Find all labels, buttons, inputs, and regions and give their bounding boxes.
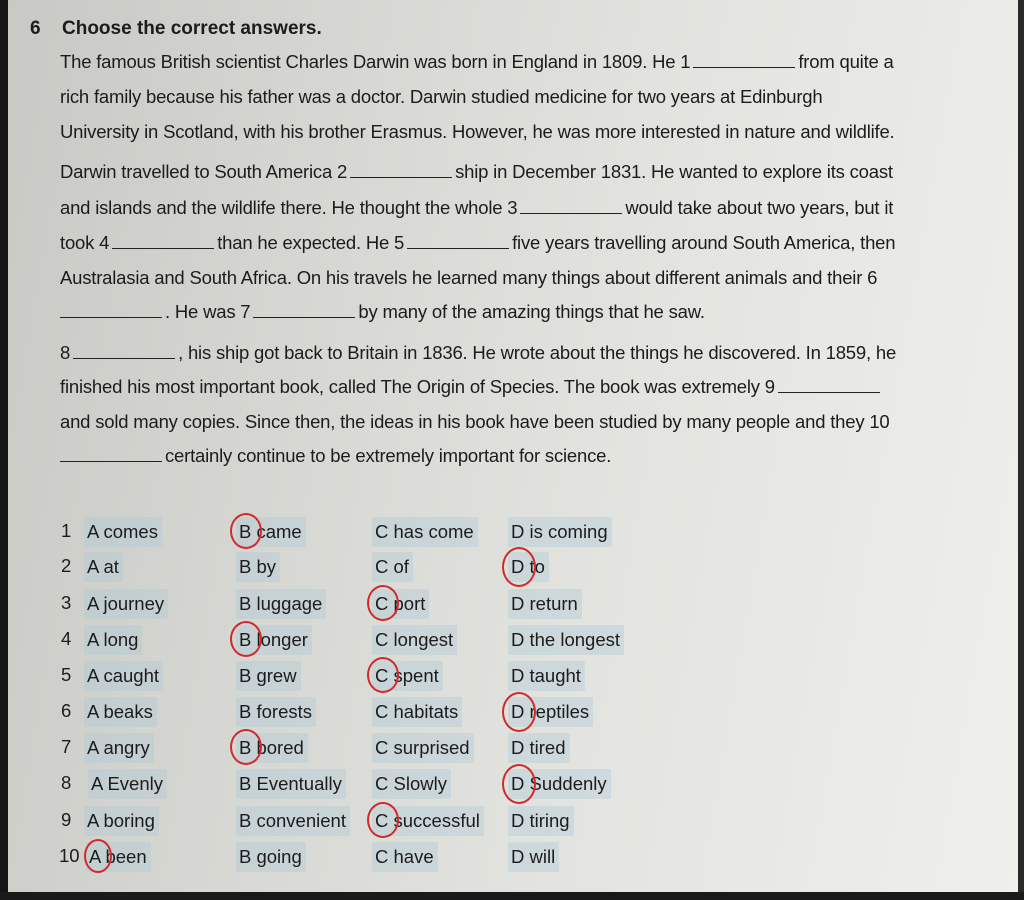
- option-1-c[interactable]: C has come: [372, 517, 478, 547]
- option-4-c[interactable]: C longest: [372, 625, 457, 655]
- question-number-8: 8: [61, 772, 72, 793]
- photo-bottom-edge: [0, 892, 1024, 900]
- option-5-d[interactable]: D taught: [508, 661, 585, 691]
- exercise-number: 6: [30, 18, 41, 39]
- passage-line-11: and sold many copies. Since then, the ideas in his book have been studied by many people and they 10: [60, 411, 890, 432]
- option-8-b[interactable]: B Eventually: [236, 769, 346, 799]
- option-6-a[interactable]: A beaks: [84, 697, 157, 727]
- passage-line-10: finished his most important book, called The Origin of Species. The book was extremely 9: [60, 374, 883, 400]
- gap-4[interactable]: [112, 232, 214, 249]
- option-4-b[interactable]: B longer: [236, 625, 312, 655]
- question-number-5: 5: [61, 664, 72, 685]
- option-6-b[interactable]: B forests: [236, 697, 316, 727]
- option-7-c[interactable]: C surprised: [372, 733, 474, 763]
- gap-7[interactable]: [253, 301, 355, 318]
- question-number-3: 3: [61, 592, 72, 613]
- option-5-b[interactable]: B grew: [236, 661, 301, 691]
- option-1-d[interactable]: D is coming: [508, 517, 612, 547]
- option-4-d[interactable]: D the longest: [508, 625, 624, 655]
- passage-line-5: and islands and the wildlife there. He thought the whole 3 would take about two years, but it: [60, 197, 894, 218]
- option-1-b[interactable]: B came: [236, 517, 306, 547]
- passage-line-2: rich family because his father was a doctor. Darwin studied medicine for two years at Edinburgh: [60, 86, 823, 107]
- option-3-b[interactable]: B luggage: [236, 589, 326, 619]
- gap-9[interactable]: [778, 376, 880, 393]
- passage-line-3: University in Scotland, with his brother Erasmus. However, he was more interested in nature and wildlife.: [60, 121, 895, 142]
- question-number-1: 1: [61, 520, 72, 541]
- exercise-title: Choose the correct answers.: [62, 18, 322, 39]
- question-number-9: 9: [61, 809, 72, 830]
- question-number-10: 10: [59, 845, 80, 866]
- option-8-a[interactable]: A Evenly: [88, 769, 167, 799]
- option-7-b[interactable]: B bored: [236, 733, 308, 763]
- option-3-d[interactable]: D return: [508, 589, 582, 619]
- question-number-2: 2: [61, 555, 72, 576]
- option-4-a[interactable]: A long: [84, 625, 142, 655]
- option-1-a[interactable]: A comes: [84, 517, 162, 547]
- option-2-a[interactable]: A at: [84, 552, 123, 582]
- option-5-c[interactable]: C spent: [372, 661, 443, 691]
- gap-3[interactable]: [520, 197, 622, 214]
- option-7-a[interactable]: A angry: [84, 733, 154, 763]
- option-2-d[interactable]: D to: [508, 552, 549, 582]
- gap-2[interactable]: [350, 161, 452, 178]
- passage-line-9: 8 , his ship got back to Britain in 1836. He wrote about the things he discovered. In 1859, he: [60, 342, 897, 363]
- photo-right-edge: [1018, 0, 1024, 900]
- passage-line-7: Australasia and South Africa. On his travels he learned many things about different animals and their 6: [60, 267, 878, 288]
- photo-left-edge: [0, 0, 8, 900]
- option-7-d[interactable]: D tired: [508, 733, 570, 763]
- passage-line-6: took 4 than he expected. He 5 five years travelling around South America, then: [60, 232, 896, 253]
- gap-5[interactable]: [407, 232, 509, 249]
- option-9-c[interactable]: C successful: [372, 806, 484, 836]
- option-10-d[interactable]: D will: [508, 842, 559, 872]
- question-number-6: 6: [61, 700, 72, 721]
- option-6-c[interactable]: C habitats: [372, 697, 462, 727]
- option-3-c[interactable]: C port: [372, 589, 429, 619]
- passage-line-1: The famous British scientist Charles Darwin was born in England in 1809. He 1 from quite a: [60, 51, 894, 72]
- passage-line-12: certainly continue to be extremely important for science.: [60, 443, 611, 469]
- passage-line-4: Darwin travelled to South America 2 ship in December 1831. He wanted to explore its coast: [60, 161, 893, 182]
- gap-1[interactable]: [693, 51, 795, 68]
- option-9-d[interactable]: D tiring: [508, 806, 574, 836]
- passage-line-8: . He was 7 by many of the amazing things that he saw.: [60, 299, 705, 325]
- option-9-a[interactable]: A boring: [84, 806, 159, 836]
- gap-10[interactable]: [60, 445, 162, 462]
- option-8-d[interactable]: D Suddenly: [508, 769, 611, 799]
- gap-8[interactable]: [73, 342, 175, 359]
- option-10-c[interactable]: C have: [372, 842, 438, 872]
- option-10-a[interactable]: A been: [86, 842, 151, 872]
- option-3-a[interactable]: A journey: [84, 589, 168, 619]
- option-6-d[interactable]: D reptiles: [508, 697, 593, 727]
- option-2-b[interactable]: B by: [236, 552, 280, 582]
- option-10-b[interactable]: B going: [236, 842, 306, 872]
- question-number-7: 7: [61, 736, 72, 757]
- option-2-c[interactable]: C of: [372, 552, 413, 582]
- gap-6[interactable]: [60, 301, 162, 318]
- option-9-b[interactable]: B convenient: [236, 806, 350, 836]
- option-5-a[interactable]: A caught: [84, 661, 163, 691]
- option-8-c[interactable]: C Slowly: [372, 769, 451, 799]
- question-number-4: 4: [61, 628, 72, 649]
